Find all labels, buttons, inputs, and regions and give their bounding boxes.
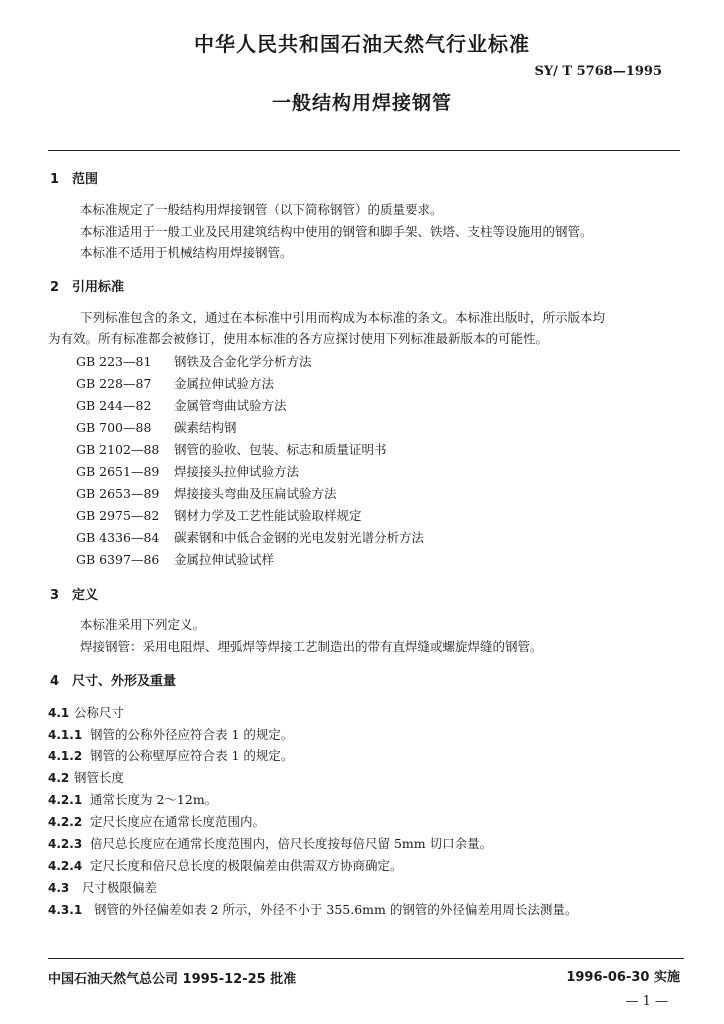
- section-title: 范围: [72, 172, 99, 187]
- clause: [48, 703, 124, 721]
- clause-number: 4.2.1: [48, 793, 83, 807]
- clause-text: 尺寸极限偏差: [82, 880, 158, 895]
- clause: [48, 725, 293, 743]
- reference-item: [76, 374, 274, 392]
- reference-code: GB 2975—82: [76, 508, 160, 523]
- reference-title: 金属管弯曲试验方法: [174, 398, 287, 413]
- clause-number: 4.1.1: [48, 728, 83, 742]
- clause-number: 4.1: [48, 706, 70, 720]
- clause-text: 公称尺寸: [74, 705, 125, 720]
- reference-item: [76, 352, 312, 370]
- clause-number: 4.2: [48, 771, 70, 785]
- clause: [48, 856, 403, 874]
- reference-title: 钢铁及合金化学分析方法: [174, 354, 312, 369]
- clause-number: 4.1.2: [48, 749, 83, 763]
- paragraph: 焊接钢管：采用电阻焊、埋弧焊等焊接工艺制造出的带有直焊缝或螺旋焊缝的钢管。: [80, 639, 543, 654]
- reference-code: GB 228—87: [76, 376, 152, 391]
- clause: [48, 768, 124, 786]
- clause-text: 定尺长度应在通常长度范围内。: [90, 814, 266, 829]
- reference-code: GB 2653—89: [76, 486, 160, 501]
- reference-item: [76, 528, 424, 546]
- reference-title: 焊接接头拉伸试验方法: [174, 464, 300, 479]
- reference-item: [76, 484, 337, 502]
- clause-text: 钢管的外径偏差如表 2 所示，外径不小于 355.6mm 的钢管的外径偏差用周长法测量。: [94, 902, 578, 917]
- document-title: 一般结构用焊接钢管: [271, 92, 452, 114]
- clause-number: 4.2.3: [48, 837, 83, 851]
- reference-title: 焊接接头弯曲及压扁试验方法: [174, 486, 337, 501]
- section-number: 1: [50, 172, 60, 187]
- section-number: 3: [50, 588, 60, 603]
- paragraph: 下列标准包含的条文，通过在本标准中引用而构成为本标准的条文。本标准出版时，所示版本均: [80, 310, 606, 325]
- effective-date: 1996-06-30 实施: [566, 970, 680, 985]
- paragraph: 本标准规定了一般结构用焊接钢管（以下简称钢管）的质量要求。: [80, 202, 443, 217]
- reference-code: GB 700—88: [76, 420, 152, 435]
- approval-date: 中国石油天然气总公司 1995-12-25 批准: [48, 972, 297, 987]
- section-3-heading: [50, 584, 98, 603]
- section-title: 尺寸、外形及重量: [72, 674, 177, 689]
- issuing-organization: 中华人民共和国石油天然气行业标准: [194, 32, 530, 56]
- clause: [48, 834, 492, 852]
- section-1-heading: [50, 168, 98, 187]
- reference-item: [76, 440, 387, 458]
- reference-item: [76, 418, 237, 436]
- section-2-heading: [50, 276, 124, 295]
- clause: [48, 812, 265, 830]
- page-number: — 1 —: [625, 994, 668, 1009]
- reference-title: 碳素结构钢: [174, 420, 237, 435]
- clause: [48, 746, 293, 764]
- reference-title: 碳素钢和中低合金钢的光电发射光谱分析方法: [174, 530, 425, 545]
- reference-code: GB 2651—89: [76, 464, 160, 479]
- reference-code: GB 244—82: [76, 398, 152, 413]
- clause-number: 4.3: [48, 881, 70, 895]
- reference-title: 钢管的验收、包装、标志和质量证明书: [174, 442, 387, 457]
- section-title: 定义: [72, 588, 99, 603]
- section-number: 2: [50, 280, 60, 295]
- paragraph: 本标准适用于一般工业及民用建筑结构中使用的钢管和脚手架、铁塔、支柱等设施用的钢管。: [80, 224, 593, 239]
- clause-text: 钢管长度: [74, 770, 125, 785]
- clause-text: 钢管的公称外径应符合表 1 的规定。: [90, 727, 294, 742]
- reference-code: GB 4336—84: [76, 530, 160, 545]
- paragraph: 为有效。所有标准都会被修订，使用本标准的各方应探讨使用下列标准最新版本的可能性。: [48, 331, 549, 346]
- clause-number: 4.3.1: [48, 903, 83, 917]
- reference-code: GB 6397—86: [76, 552, 160, 567]
- clause: [48, 878, 157, 896]
- clause-text: 通常长度为 2～12m。: [90, 792, 218, 807]
- reference-item: [76, 506, 362, 524]
- standard-code: SY/ T 5768—1995: [534, 64, 662, 79]
- reference-title: 钢材力学及工艺性能试验取样规定: [174, 508, 362, 523]
- clause: [48, 900, 577, 918]
- clause-text: 定尺长度和倍尺总长度的极限偏差由供需双方协商确定。: [90, 858, 403, 873]
- paragraph: 本标准采用下列定义。: [80, 617, 206, 632]
- paragraph: 本标准不适用于机械结构用焊接钢管。: [80, 245, 293, 260]
- clause-number: 4.2.2: [48, 815, 83, 829]
- reference-item: [76, 396, 287, 414]
- section-title: 引用标准: [72, 280, 125, 295]
- section-4-heading: [50, 670, 176, 689]
- reference-title: 金属拉伸试验方法: [174, 376, 275, 391]
- reference-item: [76, 550, 274, 568]
- footer-divider: [48, 958, 684, 959]
- clause-text: 倍尺总长度应在通常长度范围内，倍尺长度按每倍尺留 5mm 切口余量。: [90, 836, 493, 851]
- reference-title: 金属拉伸试验试样: [174, 552, 275, 567]
- section-number: 4: [50, 674, 60, 689]
- header-divider: [48, 150, 680, 151]
- clause-number: 4.2.4: [48, 859, 83, 873]
- reference-code: GB 223—81: [76, 354, 152, 369]
- reference-code: GB 2102—88: [76, 442, 160, 457]
- reference-item: [76, 462, 299, 480]
- clause: [48, 790, 217, 808]
- clause-text: 钢管的公称壁厚应符合表 1 的规定。: [90, 748, 294, 763]
